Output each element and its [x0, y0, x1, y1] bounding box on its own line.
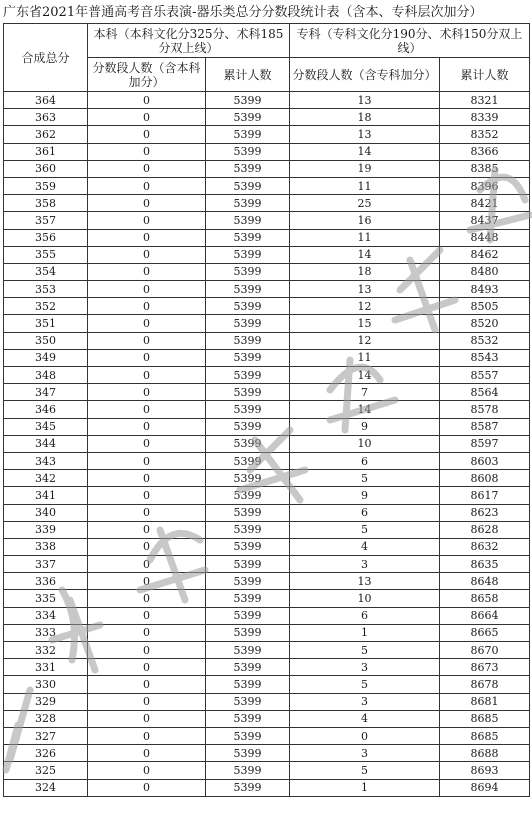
benke-cumulative-cell: 5399	[206, 659, 290, 676]
zhuanke-cumulative-cell: 8665	[440, 624, 530, 641]
zhuanke-count-cell: 6	[290, 504, 440, 521]
score-cell: 327	[4, 727, 88, 744]
zhuanke-cumulative-cell: 8658	[440, 590, 530, 607]
table-row	[4, 418, 530, 435]
zhuanke-count-cell: 13	[290, 281, 440, 298]
benke-cumulative-cell: 5399	[206, 452, 290, 469]
benke-count-cell: 0	[88, 298, 206, 315]
table-row	[4, 315, 530, 332]
table-row	[4, 762, 530, 779]
zhuanke-count-cell: 4	[290, 538, 440, 555]
zhuanke-count-cell: 6	[290, 452, 440, 469]
table-row	[4, 470, 530, 487]
zhuanke-count-cell: 14	[290, 401, 440, 418]
benke-cumulative-cell: 5399	[206, 212, 290, 229]
benke-cumulative-cell: 5399	[206, 642, 290, 659]
zhuanke-cumulative-cell: 8385	[440, 160, 530, 177]
benke-cumulative-cell: 5399	[206, 727, 290, 744]
table-row	[4, 367, 530, 384]
benke-cumulative-cell: 5399	[206, 504, 290, 521]
benke-count-cell: 0	[88, 246, 206, 263]
benke-count-cell: 0	[88, 590, 206, 607]
benke-cumulative-cell: 5399	[206, 745, 290, 762]
zhuanke-count-cell: 5	[290, 762, 440, 779]
table-row	[4, 727, 530, 744]
table-row	[4, 109, 530, 126]
zhuanke-count-cell: 11	[290, 349, 440, 366]
benke-cumulative-cell: 5399	[206, 315, 290, 332]
zhuanke-count-cell: 14	[290, 143, 440, 160]
benke-cumulative-cell: 5399	[206, 126, 290, 143]
table-row	[4, 195, 530, 212]
table-row	[4, 452, 530, 469]
zhuanke-count-cell: 11	[290, 229, 440, 246]
zhuanke-cumulative-cell: 8603	[440, 452, 530, 469]
zhuanke-count-cell: 19	[290, 160, 440, 177]
benke-count-cell: 0	[88, 710, 206, 727]
zhuanke-count-cell: 10	[290, 435, 440, 452]
benke-count-cell: 0	[88, 92, 206, 109]
table-row	[4, 487, 530, 504]
header-row-groups	[4, 24, 530, 58]
table-row	[4, 401, 530, 418]
benke-count-cell: 0	[88, 384, 206, 401]
benke-count-header: 分数段人数（含本科加分）	[88, 58, 206, 92]
benke-cumulative-cell: 5399	[206, 624, 290, 641]
benke-cumulative-cell: 5399	[206, 590, 290, 607]
zhuanke-cumulative-cell: 8448	[440, 229, 530, 246]
score-cell: 333	[4, 624, 88, 641]
zhuanke-cumulative-cell: 8628	[440, 521, 530, 538]
benke-cumulative-cell: 5399	[206, 177, 290, 194]
benke-cumulative-cell: 5399	[206, 92, 290, 109]
score-cell: 349	[4, 349, 88, 366]
score-cell: 353	[4, 281, 88, 298]
score-cell: 346	[4, 401, 88, 418]
benke-cumulative-cell: 5399	[206, 143, 290, 160]
table-row	[4, 332, 530, 349]
benke-count-cell: 0	[88, 676, 206, 693]
benke-count-cell: 0	[88, 693, 206, 710]
benke-count-cell: 0	[88, 263, 206, 280]
benke-count-cell: 0	[88, 435, 206, 452]
score-cell: 338	[4, 538, 88, 555]
score-cell: 326	[4, 745, 88, 762]
table-row	[4, 126, 530, 143]
benke-count-cell: 0	[88, 143, 206, 160]
score-cell: 351	[4, 315, 88, 332]
zhuanke-count-cell: 12	[290, 332, 440, 349]
zhuanke-cumulative-cell: 8623	[440, 504, 530, 521]
score-cell: 345	[4, 418, 88, 435]
benke-cumulative-cell: 5399	[206, 384, 290, 401]
zhuanke-count-cell: 5	[290, 642, 440, 659]
benke-count-cell: 0	[88, 177, 206, 194]
score-cell: 356	[4, 229, 88, 246]
score-cell: 325	[4, 762, 88, 779]
score-cell: 350	[4, 332, 88, 349]
table-row	[4, 745, 530, 762]
zhuanke-cumulative-cell: 8543	[440, 349, 530, 366]
benke-cumulative-cell: 5399	[206, 281, 290, 298]
table-row	[4, 349, 530, 366]
zhuanke-cumulative-cell: 8557	[440, 367, 530, 384]
benke-cumulative-cell: 5399	[206, 109, 290, 126]
score-cell: 347	[4, 384, 88, 401]
table-row	[4, 779, 530, 796]
table-row	[4, 143, 530, 160]
zhuanke-cumulative-cell: 8352	[440, 126, 530, 143]
zhuanke-cumulative-cell: 8664	[440, 607, 530, 624]
zhuanke-cumulative-cell: 8685	[440, 710, 530, 727]
score-cell: 359	[4, 177, 88, 194]
zhuanke-cumulative-cell: 8578	[440, 401, 530, 418]
zhuanke-count-cell: 13	[290, 92, 440, 109]
zhuanke-count-cell: 14	[290, 246, 440, 263]
benke-cumulative-cell: 5399	[206, 195, 290, 212]
zhuanke-cumulative-cell: 8648	[440, 573, 530, 590]
zhuanke-count-cell: 16	[290, 212, 440, 229]
zhuanke-cumulative-cell: 8693	[440, 762, 530, 779]
table-row	[4, 642, 530, 659]
score-cell: 360	[4, 160, 88, 177]
benke-count-cell: 0	[88, 281, 206, 298]
table-row	[4, 556, 530, 573]
zhuanke-count-cell: 5	[290, 470, 440, 487]
zhuanke-count-cell: 12	[290, 298, 440, 315]
table-row	[4, 573, 530, 590]
benke-cumulative-cell: 5399	[206, 349, 290, 366]
zhuanke-count-cell: 0	[290, 727, 440, 744]
score-cell: 344	[4, 435, 88, 452]
zhuanke-count-cell: 15	[290, 315, 440, 332]
benke-count-cell: 0	[88, 607, 206, 624]
score-cell: 354	[4, 263, 88, 280]
table-row	[4, 538, 530, 555]
score-cell: 340	[4, 504, 88, 521]
benke-cumulative-cell: 5399	[206, 332, 290, 349]
benke-cumulative-cell: 5399	[206, 263, 290, 280]
zhuanke-cumulative-cell: 8597	[440, 435, 530, 452]
score-cell: 332	[4, 642, 88, 659]
benke-cumulative-cell: 5399	[206, 298, 290, 315]
score-cell: 362	[4, 126, 88, 143]
benke-count-cell: 0	[88, 195, 206, 212]
zhuanke-cumulative-cell: 8678	[440, 676, 530, 693]
benke-cumulative-cell: 5399	[206, 246, 290, 263]
benke-cumulative-cell: 5399	[206, 418, 290, 435]
benke-count-cell: 0	[88, 126, 206, 143]
zhuanke-cumulative-cell: 8462	[440, 246, 530, 263]
zhuanke-count-cell: 13	[290, 126, 440, 143]
benke-count-cell: 0	[88, 332, 206, 349]
table-row	[4, 624, 530, 641]
benke-count-cell: 0	[88, 487, 206, 504]
zhuanke-count-cell: 13	[290, 573, 440, 590]
benke-count-cell: 0	[88, 109, 206, 126]
zhuanke-count-cell: 7	[290, 384, 440, 401]
benke-cumulative-cell: 5399	[206, 367, 290, 384]
score-cell: 343	[4, 452, 88, 469]
zhuanke-count-cell: 1	[290, 624, 440, 641]
zhuanke-count-header: 分数段人数（含专科加分）	[290, 58, 440, 92]
score-cell: 331	[4, 659, 88, 676]
zhuanke-count-cell: 18	[290, 263, 440, 280]
table-row	[4, 659, 530, 676]
zhuanke-cumulative-cell: 8421	[440, 195, 530, 212]
table-row	[4, 92, 530, 109]
zhuanke-cumulative-cell: 8635	[440, 556, 530, 573]
benke-count-cell: 0	[88, 762, 206, 779]
benke-count-cell: 0	[88, 659, 206, 676]
table-row	[4, 676, 530, 693]
zhuanke-group-header: 专科（专科文化分190分、术科150分双上线）	[290, 24, 530, 58]
zhuanke-count-cell: 9	[290, 487, 440, 504]
zhuanke-cumulative-cell: 8685	[440, 727, 530, 744]
benke-count-cell: 0	[88, 521, 206, 538]
score-cell: 363	[4, 109, 88, 126]
benke-cumulative-cell: 5399	[206, 779, 290, 796]
benke-cumulative-header: 累计人数	[206, 58, 290, 92]
table-row	[4, 693, 530, 710]
zhuanke-cumulative-cell: 8673	[440, 659, 530, 676]
score-cell: 324	[4, 779, 88, 796]
table-row	[4, 384, 530, 401]
score-cell: 355	[4, 246, 88, 263]
zhuanke-count-cell: 3	[290, 693, 440, 710]
benke-cumulative-cell: 5399	[206, 710, 290, 727]
benke-count-cell: 0	[88, 504, 206, 521]
benke-count-cell: 0	[88, 212, 206, 229]
table-row	[4, 607, 530, 624]
score-cell: 348	[4, 367, 88, 384]
table-row	[4, 246, 530, 263]
zhuanke-cumulative-cell: 8632	[440, 538, 530, 555]
benke-count-cell: 0	[88, 573, 206, 590]
zhuanke-count-cell: 3	[290, 659, 440, 676]
zhuanke-cumulative-cell: 8396	[440, 177, 530, 194]
zhuanke-count-cell: 6	[290, 607, 440, 624]
zhuanke-cumulative-cell: 8617	[440, 487, 530, 504]
score-cell: 342	[4, 470, 88, 487]
benke-cumulative-cell: 5399	[206, 538, 290, 555]
zhuanke-count-cell: 3	[290, 556, 440, 573]
zhuanke-cumulative-cell: 8587	[440, 418, 530, 435]
table-row	[4, 263, 530, 280]
zhuanke-cumulative-cell: 8608	[440, 470, 530, 487]
benke-count-cell: 0	[88, 349, 206, 366]
benke-cumulative-cell: 5399	[206, 607, 290, 624]
benke-cumulative-cell: 5399	[206, 435, 290, 452]
zhuanke-count-cell: 5	[290, 521, 440, 538]
benke-count-cell: 0	[88, 538, 206, 555]
score-cell: 330	[4, 676, 88, 693]
zhuanke-cumulative-cell: 8505	[440, 298, 530, 315]
table-row	[4, 521, 530, 538]
score-cell: 336	[4, 573, 88, 590]
zhuanke-cumulative-cell: 8564	[440, 384, 530, 401]
zhuanke-cumulative-header: 累计人数	[440, 58, 530, 92]
benke-cumulative-cell: 5399	[206, 401, 290, 418]
score-cell: 364	[4, 92, 88, 109]
zhuanke-count-cell: 25	[290, 195, 440, 212]
table-row	[4, 435, 530, 452]
score-table	[3, 23, 530, 797]
table-body	[4, 92, 530, 797]
zhuanke-cumulative-cell: 8681	[440, 693, 530, 710]
zhuanke-cumulative-cell: 8366	[440, 143, 530, 160]
score-cell: 361	[4, 143, 88, 160]
benke-cumulative-cell: 5399	[206, 693, 290, 710]
zhuanke-cumulative-cell: 8321	[440, 92, 530, 109]
benke-cumulative-cell: 5399	[206, 573, 290, 590]
table-row	[4, 160, 530, 177]
table-row	[4, 229, 530, 246]
benke-count-cell: 0	[88, 315, 206, 332]
benke-cumulative-cell: 5399	[206, 676, 290, 693]
score-cell: 328	[4, 710, 88, 727]
zhuanke-count-cell: 18	[290, 109, 440, 126]
benke-count-cell: 0	[88, 160, 206, 177]
benke-cumulative-cell: 5399	[206, 470, 290, 487]
zhuanke-count-cell: 3	[290, 745, 440, 762]
zhuanke-count-cell: 5	[290, 676, 440, 693]
benke-count-cell: 0	[88, 367, 206, 384]
zhuanke-count-cell: 10	[290, 590, 440, 607]
score-cell: 339	[4, 521, 88, 538]
table-row	[4, 504, 530, 521]
zhuanke-cumulative-cell: 8694	[440, 779, 530, 796]
score-cell: 337	[4, 556, 88, 573]
benke-count-cell: 0	[88, 229, 206, 246]
score-cell: 334	[4, 607, 88, 624]
benke-count-cell: 0	[88, 401, 206, 418]
benke-count-cell: 0	[88, 779, 206, 796]
benke-count-cell: 0	[88, 642, 206, 659]
table-row	[4, 298, 530, 315]
benke-count-cell: 0	[88, 556, 206, 573]
benke-cumulative-cell: 5399	[206, 229, 290, 246]
benke-cumulative-cell: 5399	[206, 160, 290, 177]
zhuanke-count-cell: 1	[290, 779, 440, 796]
score-column-header: 合成总分	[4, 24, 88, 92]
zhuanke-cumulative-cell: 8339	[440, 109, 530, 126]
zhuanke-cumulative-cell: 8520	[440, 315, 530, 332]
benke-count-cell: 0	[88, 418, 206, 435]
zhuanke-cumulative-cell: 8670	[440, 642, 530, 659]
zhuanke-count-cell: 14	[290, 367, 440, 384]
table-row	[4, 212, 530, 229]
zhuanke-count-cell: 4	[290, 710, 440, 727]
table-row	[4, 281, 530, 298]
benke-count-cell: 0	[88, 624, 206, 641]
zhuanke-cumulative-cell: 8437	[440, 212, 530, 229]
score-cell: 341	[4, 487, 88, 504]
benke-group-header: 本科（本科文化分325分、术科185分双上线）	[88, 24, 290, 58]
zhuanke-cumulative-cell: 8532	[440, 332, 530, 349]
benke-count-cell: 0	[88, 745, 206, 762]
benke-count-cell: 0	[88, 452, 206, 469]
score-cell: 329	[4, 693, 88, 710]
benke-cumulative-cell: 5399	[206, 487, 290, 504]
score-cell: 352	[4, 298, 88, 315]
benke-cumulative-cell: 5399	[206, 762, 290, 779]
page-title: 广东省2021年普通高考音乐表演-器乐类总分分数段统计表（含本、专科层次加分）	[3, 5, 483, 20]
benke-cumulative-cell: 5399	[206, 556, 290, 573]
score-cell: 357	[4, 212, 88, 229]
zhuanke-count-cell: 9	[290, 418, 440, 435]
zhuanke-cumulative-cell: 8688	[440, 745, 530, 762]
benke-cumulative-cell: 5399	[206, 521, 290, 538]
table-row	[4, 177, 530, 194]
zhuanke-cumulative-cell: 8493	[440, 281, 530, 298]
table-row	[4, 590, 530, 607]
zhuanke-cumulative-cell: 8480	[440, 263, 530, 280]
score-cell: 358	[4, 195, 88, 212]
zhuanke-count-cell: 11	[290, 177, 440, 194]
benke-count-cell: 0	[88, 470, 206, 487]
table-row	[4, 710, 530, 727]
score-cell: 335	[4, 590, 88, 607]
benke-count-cell: 0	[88, 727, 206, 744]
